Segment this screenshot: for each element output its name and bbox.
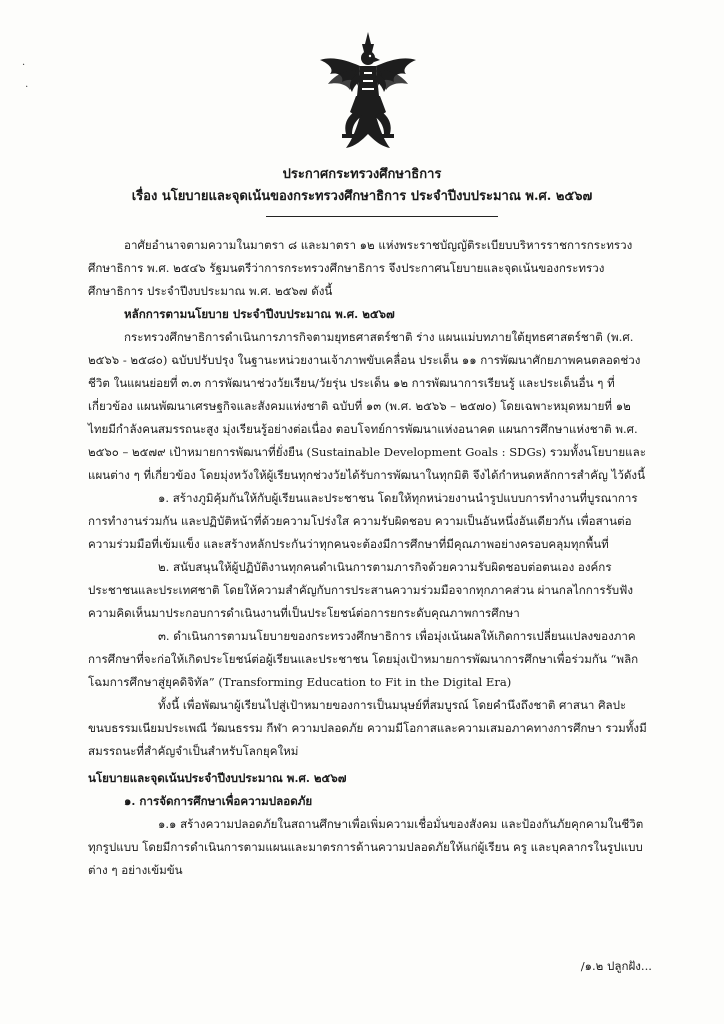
garuda-emblem-icon: [316, 30, 420, 154]
closing-paragraph: ทั้งนี้ เพื่อพัฒนาผู้เรียนไปสู่เป้าหมายของการเป็นมนุษย์ที่สมบูรณ์ โดยคำนึงถึงชาติ ศาสนา ศิลปะ ขนบธรรมเนียมประเพณี วัฒนธรรม กีฬา ความปลอดภัย ความมีโอกาสและความเสมอภาคทางการศึกษา รวมทั้งมีสมรรถนะที่สำคัญจำเป็นสำหรับโลกยุคใหม่: [88, 698, 647, 758]
item-1-1: ๑.๑ สร้างความปลอดภัยในสถานศึกษาเพื่อเพิ่มความเชื่อมั่นของสังคม และป้องกันภัยคุกคามในชีวิตทุกรูปแบบ โดยมีการดำเนินการตามแผนและมาตรการด้านความปลอดภัยให้แก่ผู้เรียน ครู และบุคลากรในรูปแบบต่าง ๆ อย่างเข้มข้น: [88, 817, 644, 877]
continuation-marker: /๑.๒ ปลูกฝัง...: [580, 959, 652, 973]
scan-marks: · ·: [22, 60, 29, 93]
document-body: [88, 234, 654, 882]
principle-3: ๓. ดำเนินการตามนโยบายของกระทรวงศึกษาธิการ เพื่อมุ่งเน้นผลให้เกิดการเปลี่ยนแปลงของภาคการศึกษาที่จะก่อให้เกิดประโยชน์ต่อผู้เรียนและประชาชน โดยมุ่งเป้าหมายการพัฒนาการศึกษาเพื่อร่วมกัน “พลิกโฉมการศึกษาสู่ยุคดิจิทัล” (Transforming Education to Fit in the Digital Era): [88, 629, 639, 689]
principles-heading: หลักการตามนโยบาย ประจำปีงบประมาณ พ.ศ. ๒๕๖๗: [124, 307, 395, 321]
principle-2: ๒. สนับสนุนให้ผู้ปฏิบัติงานทุกคนดำเนินการตามภารกิจด้วยความรับผิดชอบต่อตนเอง องค์กร ประชาชนและประเทศชาติ โดยให้ความสำคัญกับการประสานความร่วมมือจากทุกภาคส่วน ผ่านกลไกการรับฟังความคิดเห็นมาประกอบการดำเนินงานที่เป็นประโยชน์ต่อการยกระดับคุณภาพการศึกษา: [88, 560, 634, 620]
document-title: ประกาศกระทรวงศึกษาธิการ: [282, 167, 442, 182]
document-subject: เรื่อง นโยบายและจุดเน้นของกระทรวงศึกษาธิการ ประจำปีงบประมาณ พ.ศ. ๒๕๖๗: [131, 189, 593, 204]
intro-paragraph: อาศัยอำนาจตามความในมาตรา ๘ และมาตรา ๑๒ แห่งพระราชบัญญัติระเบียบบริหารราชการกระทรวงศึกษาธิการ พ.ศ. ๒๕๔๖ รัฐมนตรีว่าการกระทรวงศึกษาธิการ จึงประกาศนโยบายและจุดเน้นของกระทรวงศึกษาธิการ ประจำปีงบประมาณ พ.ศ. ๒๕๖๗ ดังนี้: [88, 238, 633, 298]
policy-heading: นโยบายและจุดเน้นประจำปีงบประมาณ พ.ศ. ๒๕๖๗: [88, 771, 347, 785]
section-1-heading: ๑. การจัดการศึกษาเพื่อความปลอดภัย: [124, 794, 313, 808]
title-block: [0, 164, 724, 208]
title-divider: [266, 216, 498, 217]
principle-1: ๑. สร้างภูมิคุ้มกันให้กับผู้เรียนและประชาชน โดยให้ทุกหน่วยงานนำรูปแบบการทำงานที่บูรณาการการทำงานร่วมกัน และปฏิบัติหน้าที่ด้วยความโปร่งใส ความรับผิดชอบ ความเป็นอันหนึ่งอันเดียวกัน เพื่อสานต่อความร่วมมือที่เข้มแข็ง และสร้างหลักประกันว่าทุกคนจะต้องมีการศึกษาที่มีคุณภาพอย่างครอบคลุมทุกพื้นที่: [88, 491, 638, 551]
principles-paragraph: กระทรวงศึกษาธิการดำเนินการภารกิจตามยุทธศาสตร์ชาติ ร่าง แผนแม่บทภายใต้ยุทธศาสตร์ชาติ (พ.ศ. ๒๕๖๖ - ๒๕๘๐) ฉบับปรับปรุง ในฐานะหน่วยงานเจ้าภาพขับเคลื่อน ประเด็น ๑๑ การพัฒนาศักยภาพคนตลอดช่วงชีวิต ในแผนย่อยที่ ๓.๓ การพัฒนาช่วงวัยเรียน/วัยรุ่น ประเด็น ๑๒ การพัฒนาการเรียนรู้ และประเด็นอื่น ๆ ที่เกี่ยวข้อง แผนพัฒนาเศรษฐกิจและสังคมแห่งชาติ ฉบับที่ ๑๓ (พ.ศ. ๒๕๖๖ – ๒๕๗๐) โดยเฉพาะหมุดหมายที่ ๑๒ ไทยมีกำลังคนสมรรถนะสูง มุ่งเรียนรู้อย่างต่อเนื่อง ตอบโจทย์การพัฒนาแห่งอนาคต แผนการศึกษาแห่งชาติ พ.ศ. ๒๕๖๐ – ๒๕๗๙ เป้าหมายการพัฒนาที่ยั่งยืน (Sustainable Development Goals : SDGs) รวมทั้งนโยบายและแผนต่าง ๆ ที่เกี่ยวข้อง โดยมุ่งหวังให้ผู้เรียนทุกช่วงวัยได้รับการพัฒนาในทุกมิติ จึงได้กำหนดหลักการสำคัญ ไว้ดังนี้: [88, 330, 646, 482]
